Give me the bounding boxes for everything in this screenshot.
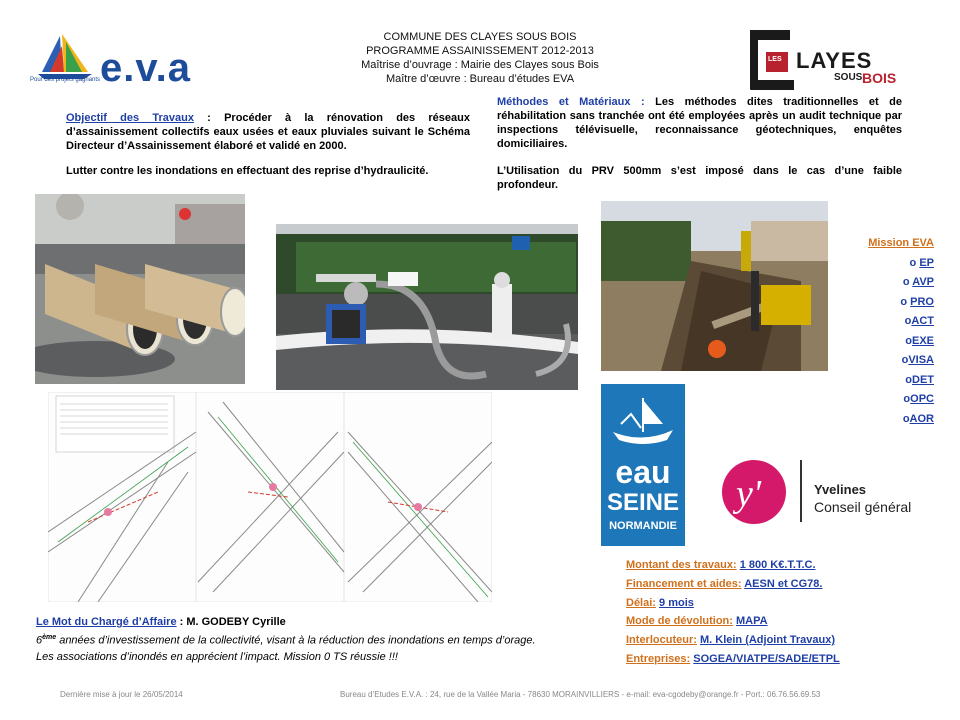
eau-seine-normandie-logo [601,384,685,546]
header-line1: COMMUNE DES CLAYES SOUS BOIS [383,31,577,43]
footer-contact: Bureau d’Etudes E.V.A. : 24, rue de la Vallée Maria - 78630 MORAINVILLIERS - e-mail: eva-cgodeby@orange.fr - Port.: 06.76.56.69.53 [340,690,821,699]
mission-code[interactable]: EXE [911,334,934,347]
plans-drawing [48,392,492,602]
yvelines-mark-icon [718,456,798,526]
info-value[interactable]: 1 800 K€.T.T.C. [739,559,816,571]
eva-tagline: Pour des projets gagnants [30,77,101,83]
eva-logo [30,32,200,92]
eva-wordmark: e.v.a [100,46,191,90]
objectif-paragraph [66,111,470,153]
mission-code[interactable]: OPC [910,393,934,405]
clayes-sous: SOUS [834,72,863,83]
mission-title: Mission EVA [868,237,934,249]
photo-pipes [35,194,245,384]
seine-word: SEINE [606,489,680,516]
methodes-paragraph [497,95,902,151]
mission-item[interactable] [830,351,934,371]
info-label: Délai: [626,596,656,609]
objectif-paragraph-2: Lutter contre les inondations en effectuant des reprise d’hydraulicité. [66,165,429,177]
bullet: o [900,295,911,308]
clayes-les: LES [768,56,782,63]
methodes-text: Les méthodes dites traditionnelles et de réhabilitation sans tranchée ont été employées après un audit technique par inspections télévisuelle, reconnaissance géotechniques, enquêtes domiciliaires. [497,96,903,150]
mission-code[interactable]: PRO [910,295,934,308]
clayes-word: LAYES [796,48,873,73]
mission-code[interactable]: VISA [908,354,934,366]
charge-sup: ème [42,634,57,641]
info-row [626,650,936,669]
mission-code[interactable]: AVP [912,276,934,288]
clayes-bois: BOIS [862,70,897,86]
charge-name: : M. GODEBY Cyrille [176,616,286,628]
objectif-text: : Procéder à la rénovation des réseaux d’assainissement collectifs eaux usées et eaux pluviales suivant le Schéma Directeur d’Assainissement élaboré et validé en 2000. [66,112,470,152]
bullet: o [904,315,912,327]
yvelines-sub: Conseil général [814,499,912,515]
header-line3: Maîtrise d’ouvrage : Mairie des Clayes sous Bois [361,59,599,71]
bullet: o [903,393,911,405]
info-label: Montant des travaux: [626,559,737,571]
info-value[interactable]: MAPA [736,615,768,628]
bullet: o [905,373,912,386]
bullet: o [902,412,910,425]
info-value[interactable]: AESN et CG78. [744,577,823,590]
methodes-label: Méthodes et Matériaux : [497,96,645,108]
info-label: Mode de dévolution: [626,615,733,628]
boat-icon [601,384,685,454]
info-row [626,631,936,650]
mission-list [830,234,934,429]
normandie-word: NORMANDIE [609,520,677,532]
charge-heading [36,614,556,630]
sail-icon [32,32,102,82]
photo-pumping [276,224,578,390]
charge-affaire-block [36,614,556,665]
bullet: o [909,256,920,269]
info-label: Entreprises: [626,652,691,665]
info-value[interactable]: SOGEA/VIATPE/SADE/ETPL [693,652,840,665]
header-line4: Maître d’œuvre : Bureau d’études EVA [385,73,575,85]
mission-code[interactable]: ACT [911,315,934,327]
objectif-label: Objectif des Travaux [66,112,194,124]
bullet: o [902,276,913,288]
mission-item[interactable] [830,390,934,410]
charge-label: Le Mot du Chargé d’Affaire [36,616,177,628]
mission-item[interactable] [830,293,934,313]
yvelines-name: Yvelines [814,482,867,497]
svg-text:y': y' [736,473,761,515]
methodes-paragraph-2: L’Utilisation du PRV 500mm s’est imposé dans le cas d’une faible profondeur. [497,165,902,191]
charge-body: années d’investissement de la collectivité, visant à la réduction des inondations en temps d’orage. Les associations d’inondés en apprécient l’impact. Mission 0 TS réussie !!! [36,634,536,663]
info-value[interactable]: 9 mois [659,596,694,609]
header-block [300,30,660,86]
photo-trench [601,201,828,371]
mission-code[interactable]: AOR [909,412,934,425]
mission-code[interactable]: EP [919,256,934,269]
mission-item[interactable] [830,254,934,274]
mission-item[interactable] [830,273,934,293]
info-row [626,556,936,575]
info-row [626,612,936,631]
mission-item[interactable] [830,410,934,430]
info-row [626,594,936,613]
mission-item[interactable] [830,371,934,391]
bullet: o [901,354,909,366]
mission-item[interactable] [830,332,934,352]
info-label: Interlocuteur: [626,634,697,647]
divider [800,460,802,522]
footer-updated: Dernière mise à jour le 26/05/2014 [60,690,183,699]
project-info [626,556,936,669]
info-value[interactable]: M. Klein (Adjoint Travaux) [699,634,836,647]
info-row [626,575,936,594]
mission-item[interactable] [830,312,934,332]
header-line2: PROGRAMME ASSAINISSEMENT 2012-2013 [366,45,594,57]
info-label: Financement et aides: [626,577,742,590]
charge-num: 6 [36,634,43,647]
yvelines-logo [718,456,928,526]
eau-word: eau [615,454,671,490]
clayes-logo [750,30,910,90]
mission-code[interactable]: DET [912,373,934,386]
bullet: o [905,334,912,347]
charge-text [36,630,556,665]
